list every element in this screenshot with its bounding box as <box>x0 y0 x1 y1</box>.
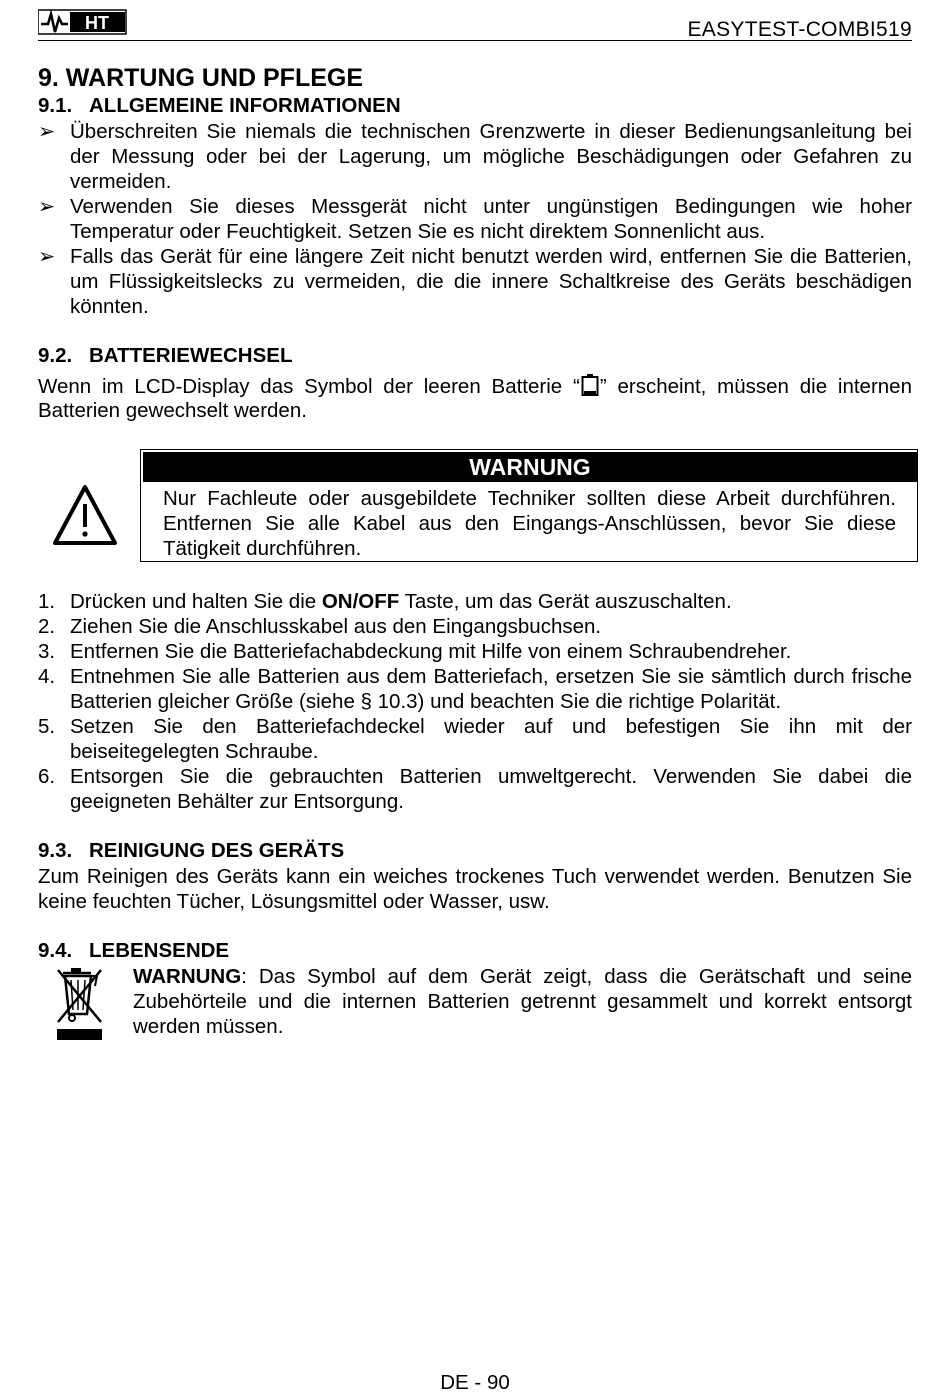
battery-intro-line2: Batterien gewechselt werden. <box>38 399 307 422</box>
step-text: Entsorgen Sie die gebrauchten Batterien umweltgerecht. Verwenden Sie dabei die geeigneten Behälter zur Entsorgung. <box>70 765 912 813</box>
subsection-number: 9.2. <box>38 344 73 367</box>
subsection-title: BATTERIEWECHSEL <box>89 344 293 367</box>
cleaning-text: Zum Reinigen des Geräts kann ein weiches trockenes Tuch verwendet werden. Benutzen Sie keine feuchten Tücher, Lösungsmittel oder Wasser, usw. <box>38 865 912 913</box>
list-item-text: Falls das Gerät für eine längere Zeit nicht benutzt werden wird, entfernen Sie die Batterien, um Flüssigkeitslecks zu vermeiden, die die innere Schaltkreise des Geräts beschädigen könnten. <box>70 245 912 318</box>
warning-title: WARNUNG <box>143 452 917 482</box>
warning-label: WARNUNG <box>133 965 242 988</box>
step-number: 1. <box>38 590 56 613</box>
logo-text: HT <box>85 13 109 33</box>
subsection-heading-9-4 <box>38 939 229 963</box>
step-text: Entnehmen Sie alle Batterien aus dem Batteriefach, ersetzen Sie sie sämtlich durch frische Batterien gleicher Größe (siehe § 10.3) und beachten Sie die richtige Polarität. <box>70 665 912 713</box>
step-number: 5. <box>38 715 56 738</box>
subsection-number: 9.3. <box>38 839 73 862</box>
subsection-title: LEBENSENDE <box>89 939 230 962</box>
subsection-heading-9-3 <box>38 839 344 863</box>
step-text: Drücken und halten Sie die ON/OFF Taste, um das Gerät auszuschalten. <box>70 590 732 613</box>
end-of-life-text: WARNUNG: Das Symbol auf dem Gerät zeigt, dass die Gerätschaft und seine Zubehörteile und die internen Batterien getrennt gesammelt und korrekt entsorgt werden müssen. <box>133 965 912 1038</box>
step-text: Entfernen Sie die Batteriefachabdeckung mit Hilfe von einem Schraubendreher. <box>70 640 792 663</box>
arrow-bullet-icon: ➢ <box>38 120 56 143</box>
list-item-text: Verwenden Sie dieses Messgerät nicht unter ungünstigen Bedingungen wie hoher Temperatur oder Feuchtigkeit. Setzen Sie es nicht direktem Sonnenlicht aus. <box>70 195 912 243</box>
step-number: 4. <box>38 665 56 688</box>
step-number: 2. <box>38 615 56 638</box>
document-title: EASYTEST-COMBI519 <box>687 18 912 41</box>
step-text: Ziehen Sie die Anschlusskabel aus den Eingangsbuchsen. <box>70 615 602 638</box>
arrow-bullet-icon: ➢ <box>38 245 56 268</box>
subsection-number: 9.4. <box>38 939 73 962</box>
subsection-heading-9-1 <box>38 94 401 118</box>
crossed-out-wheelie-bin-icon <box>55 966 105 1042</box>
page-number: DE - 90 <box>440 1371 510 1394</box>
on-off-key-label: ON/OFF <box>321 590 400 613</box>
warning-text: Nur Fachleute oder ausgebildete Techniker sollten diese Arbeit durchführen. Entfernen Sie alle Kabel aus den Eingangs-Anschlüssen, bevor Sie diese Tätigkeit durchführen. <box>163 487 896 560</box>
arrow-bullet-icon: ➢ <box>38 195 56 218</box>
subsection-title: REINIGUNG DES GERÄTS <box>89 839 345 862</box>
empty-battery-icon <box>580 373 600 397</box>
page-header <box>38 6 912 41</box>
step-text: Setzen Sie den Batteriefachdeckel wieder auf und befestigen Sie ihn mit der beiseitegelegten Schraube. <box>70 715 912 763</box>
subsection-number: 9.1. <box>38 94 73 117</box>
warning-box <box>140 449 918 562</box>
section-title: 9. WARTUNG UND PFLEGE <box>38 64 364 92</box>
subsection-title: ALLGEMEINE INFORMATIONEN <box>89 94 401 117</box>
subsection-heading-9-2 <box>38 344 292 368</box>
battery-intro-line1: Wenn im LCD-Display das Symbol der leeren Batterie “ ” erscheint, müssen die internen <box>38 375 912 398</box>
step-number: 6. <box>38 765 56 788</box>
warning-triangle-icon <box>52 484 118 546</box>
ht-logo <box>38 8 128 36</box>
step-number: 3. <box>38 640 56 663</box>
list-item-text: Überschreiten Sie niemals die technischen Grenzwerte in dieser Bedienungsanleitung bei der Messung oder bei der Lagerung, um mögliche Beschädigungen oder Gefahren zu vermeiden. <box>70 120 912 193</box>
